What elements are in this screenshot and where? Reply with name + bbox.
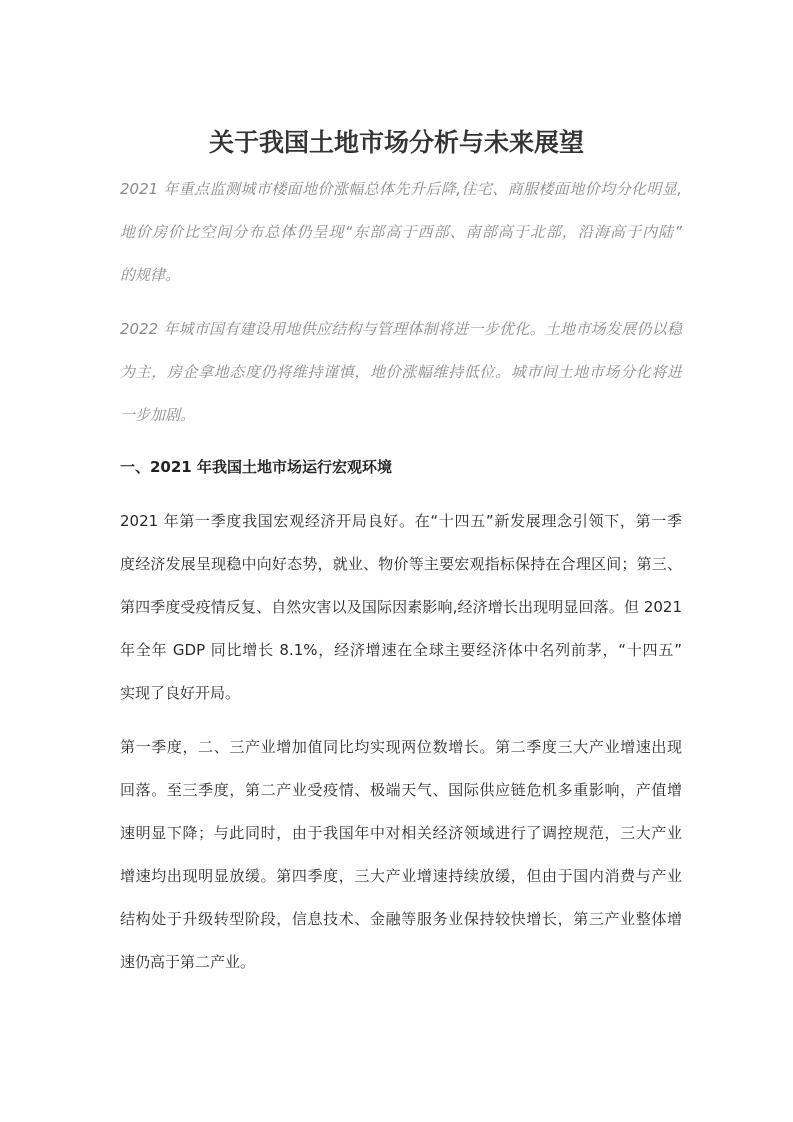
text-line: 度经济发展呈现稳中向好态势，就业、物价等主要宏观指标保持在合理区间；第三、 [120,555,682,573]
text-line: 的规律。 [120,266,181,284]
intro-paragraph-2 [120,308,682,437]
text-line: 地价房价比空间分布总体仍呈现“东部高于西部、南部高于北部，沿海高于内陆” [120,223,682,241]
body-paragraph-1 [120,500,682,715]
text-line: 速明显下降；与此同时，由于我国年中对相关经济领域进行了调控规范，三大产业 [120,824,682,842]
text-line: 2021 年重点监测城市楼面地价涨幅总体先升后降,住宅、商服楼面地价均分化明显, [120,180,682,198]
body-paragraph-2 [120,726,682,984]
text-line: 回落。至三季度，第二产业受疫情、极端天气、国际供应链危机多重影响，产值增 [120,781,682,799]
intro-paragraph-1 [120,168,682,297]
section-heading: 一、2021 年我国土地市场运行宏观环境 [120,458,392,476]
text-line: 年全年 GDP 同比增长 8.1%，经济增速在全球主要经济体中名列前茅，“十四五” [120,641,682,659]
text-line: 一步加剧。 [120,406,196,424]
text-line: 第一季度，二、三产业增加值同比均实现两位数增长。第二季度三大产业增速出现 [120,738,682,756]
text-line: 2021 年第一季度我国宏观经济开局良好。在“十四五”新发展理念引领下，第一季 [120,512,682,530]
text-line: 结构处于升级转型阶段，信息技术、金融等服务业保持较快增长，第三产业整体增 [120,910,682,928]
document-title: 关于我国土地市场分析与未来展望 [208,128,584,157]
text-line: 速仍高于第二产业。 [120,953,256,971]
text-line: 实现了良好开局。 [120,684,241,702]
text-line: 第四季度受疫情反复、自然灾害以及国际因素影响,经济增长出现明显回落。但 2021 [120,598,682,616]
text-line: 为主，房企拿地态度仍将维持谨慎，地价涨幅维持低位。城市间土地市场分化将进 [120,363,682,381]
text-line: 2022 年城市国有建设用地供应结构与管理体制将进一步优化。土地市场发展仍以稳 [120,320,682,338]
text-line: 增速均出现明显放缓。第四季度，三大产业增速持续放缓，但由于国内消费与产业 [120,867,682,885]
